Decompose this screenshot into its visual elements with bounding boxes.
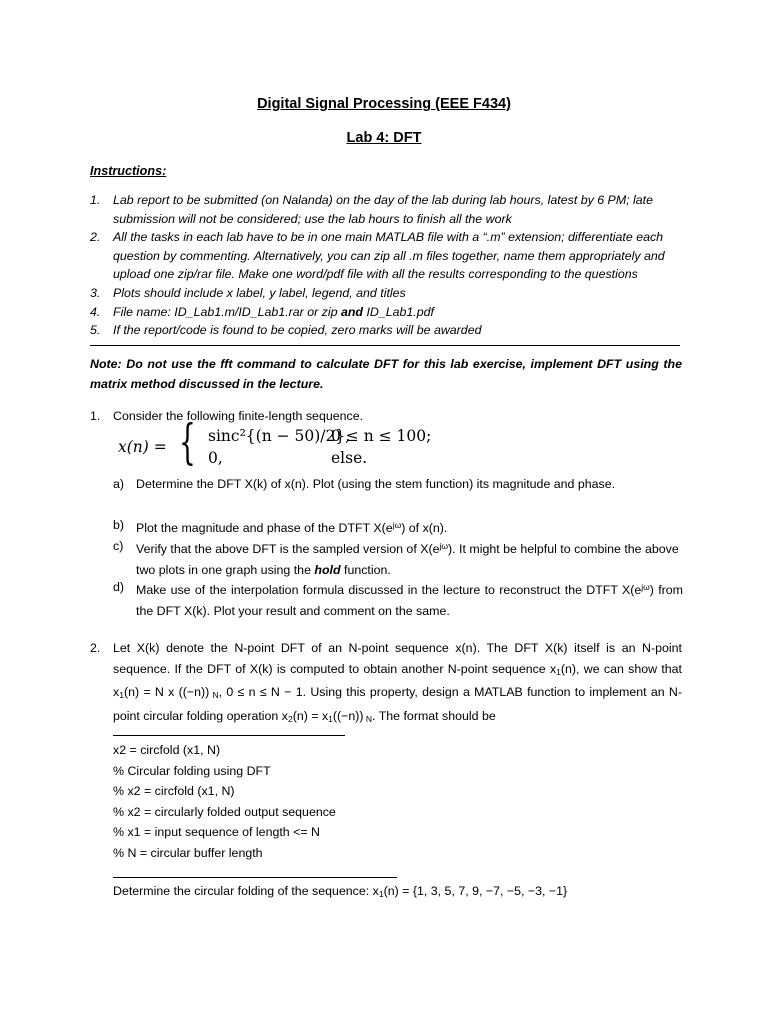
curly-brace: { [179, 414, 196, 470]
question-1b: b) Plot the magnitude and phase of the DTFT $X(e^{j\omega})$ of x(n). [113, 518, 448, 535]
instructions-list [90, 191, 690, 340]
section-divider [90, 345, 680, 346]
question-1c: c) Verify that the above DFT is the sampled version of $X(e^{j\omega})$. It might be helpful to combine the above two plots in one graph using the hold function. [113, 539, 679, 577]
instruction-item: 2. All the tasks in each lab have to be in one main MATLAB file with a “.m” extension; differentiate each question by commenting. Alternatively, you can zip all .m files together, name them appropriately and upload one zip/rar file. Make one word/pdf file with all the results corresponding to the questions [90, 230, 665, 282]
code-line: % N = circular buffer length [113, 845, 263, 860]
code-bottom-rule [113, 877, 397, 878]
code-line: x2 = circfold (x1, N) [113, 743, 221, 757]
instruction-item: 1. Lab report to be submitted (on Nalanda) on the day of the lab during lab hours, latest by 6 PM; late submission will not be considered; use the lab hours to finish all the work [90, 193, 654, 226]
code-line: % x2 = circfold (x1, N) [113, 784, 235, 799]
question-2: 2. Let X(k) denote the N-point DFT of an N-point sequence x(n). The DFT X(k) itself is an N-point sequence. If the DFT of X(k) is computed to obtain another N-point sequence $x_1(n)$, we can show that $x_1(n) = N$ x ((−n)) $_N$, 0 ≤ n ≤ N − 1. Using this property, design a MATLAB function to implement an N-point circular folding operation $x_2(n) = x_1((-n))$ $_N$. The format should be [90, 641, 683, 724]
sequence-equation: x(n) = { sinc²{(n − 50)/2}, 0 ≤ n ≤ 100; 0, else. [118, 414, 432, 470]
question-1: 1. Consider the following finite-length sequence. [90, 409, 364, 423]
course-title: Digital Signal Processing (EEE F434) [257, 96, 511, 112]
instruction-item: 3. Plots should include x label, y label, legend, and titles [90, 285, 406, 300]
instructions-heading: Instructions: [90, 164, 167, 178]
final-task: Determine the circular folding of the sequence: $x_1(n) = \{1$, 3, 5, 7, 9, −7, −5, −3, −1} [113, 884, 568, 899]
instruction-item: 5. If the report/code is found to be copied, zero marks will be awarded [90, 323, 482, 338]
question-1d: d) Make use of the interpolation formula discussed in the lecture to reconstruct the DTFT $X(e^{j\omega})$ from the DFT X(k). Plot your result and comment on the same. [113, 580, 683, 618]
instruction-item: 4. File name: ID_Lab1.m/ID_Lab1.rar or zip and ID_Lab1.pdf [90, 304, 434, 319]
question-1a: a) Determine the DFT X(k) of x(n). Plot (using the stem function) its magnitude and phase. [113, 477, 616, 491]
lab-title: Lab 4: DFT [346, 130, 422, 146]
code-block [113, 740, 336, 864]
code-top-rule [113, 735, 345, 736]
code-line: % Circular folding using DFT [113, 763, 271, 778]
code-line: % x2 = circularly folded output sequence [113, 804, 336, 819]
note-paragraph: Note: Do not use the fft command to calculate DFT for this lab exercise, implement DFT using the matrix method discussed in the lecture. [90, 357, 682, 391]
code-line: % x1 = input sequence of length <= N [113, 825, 320, 840]
